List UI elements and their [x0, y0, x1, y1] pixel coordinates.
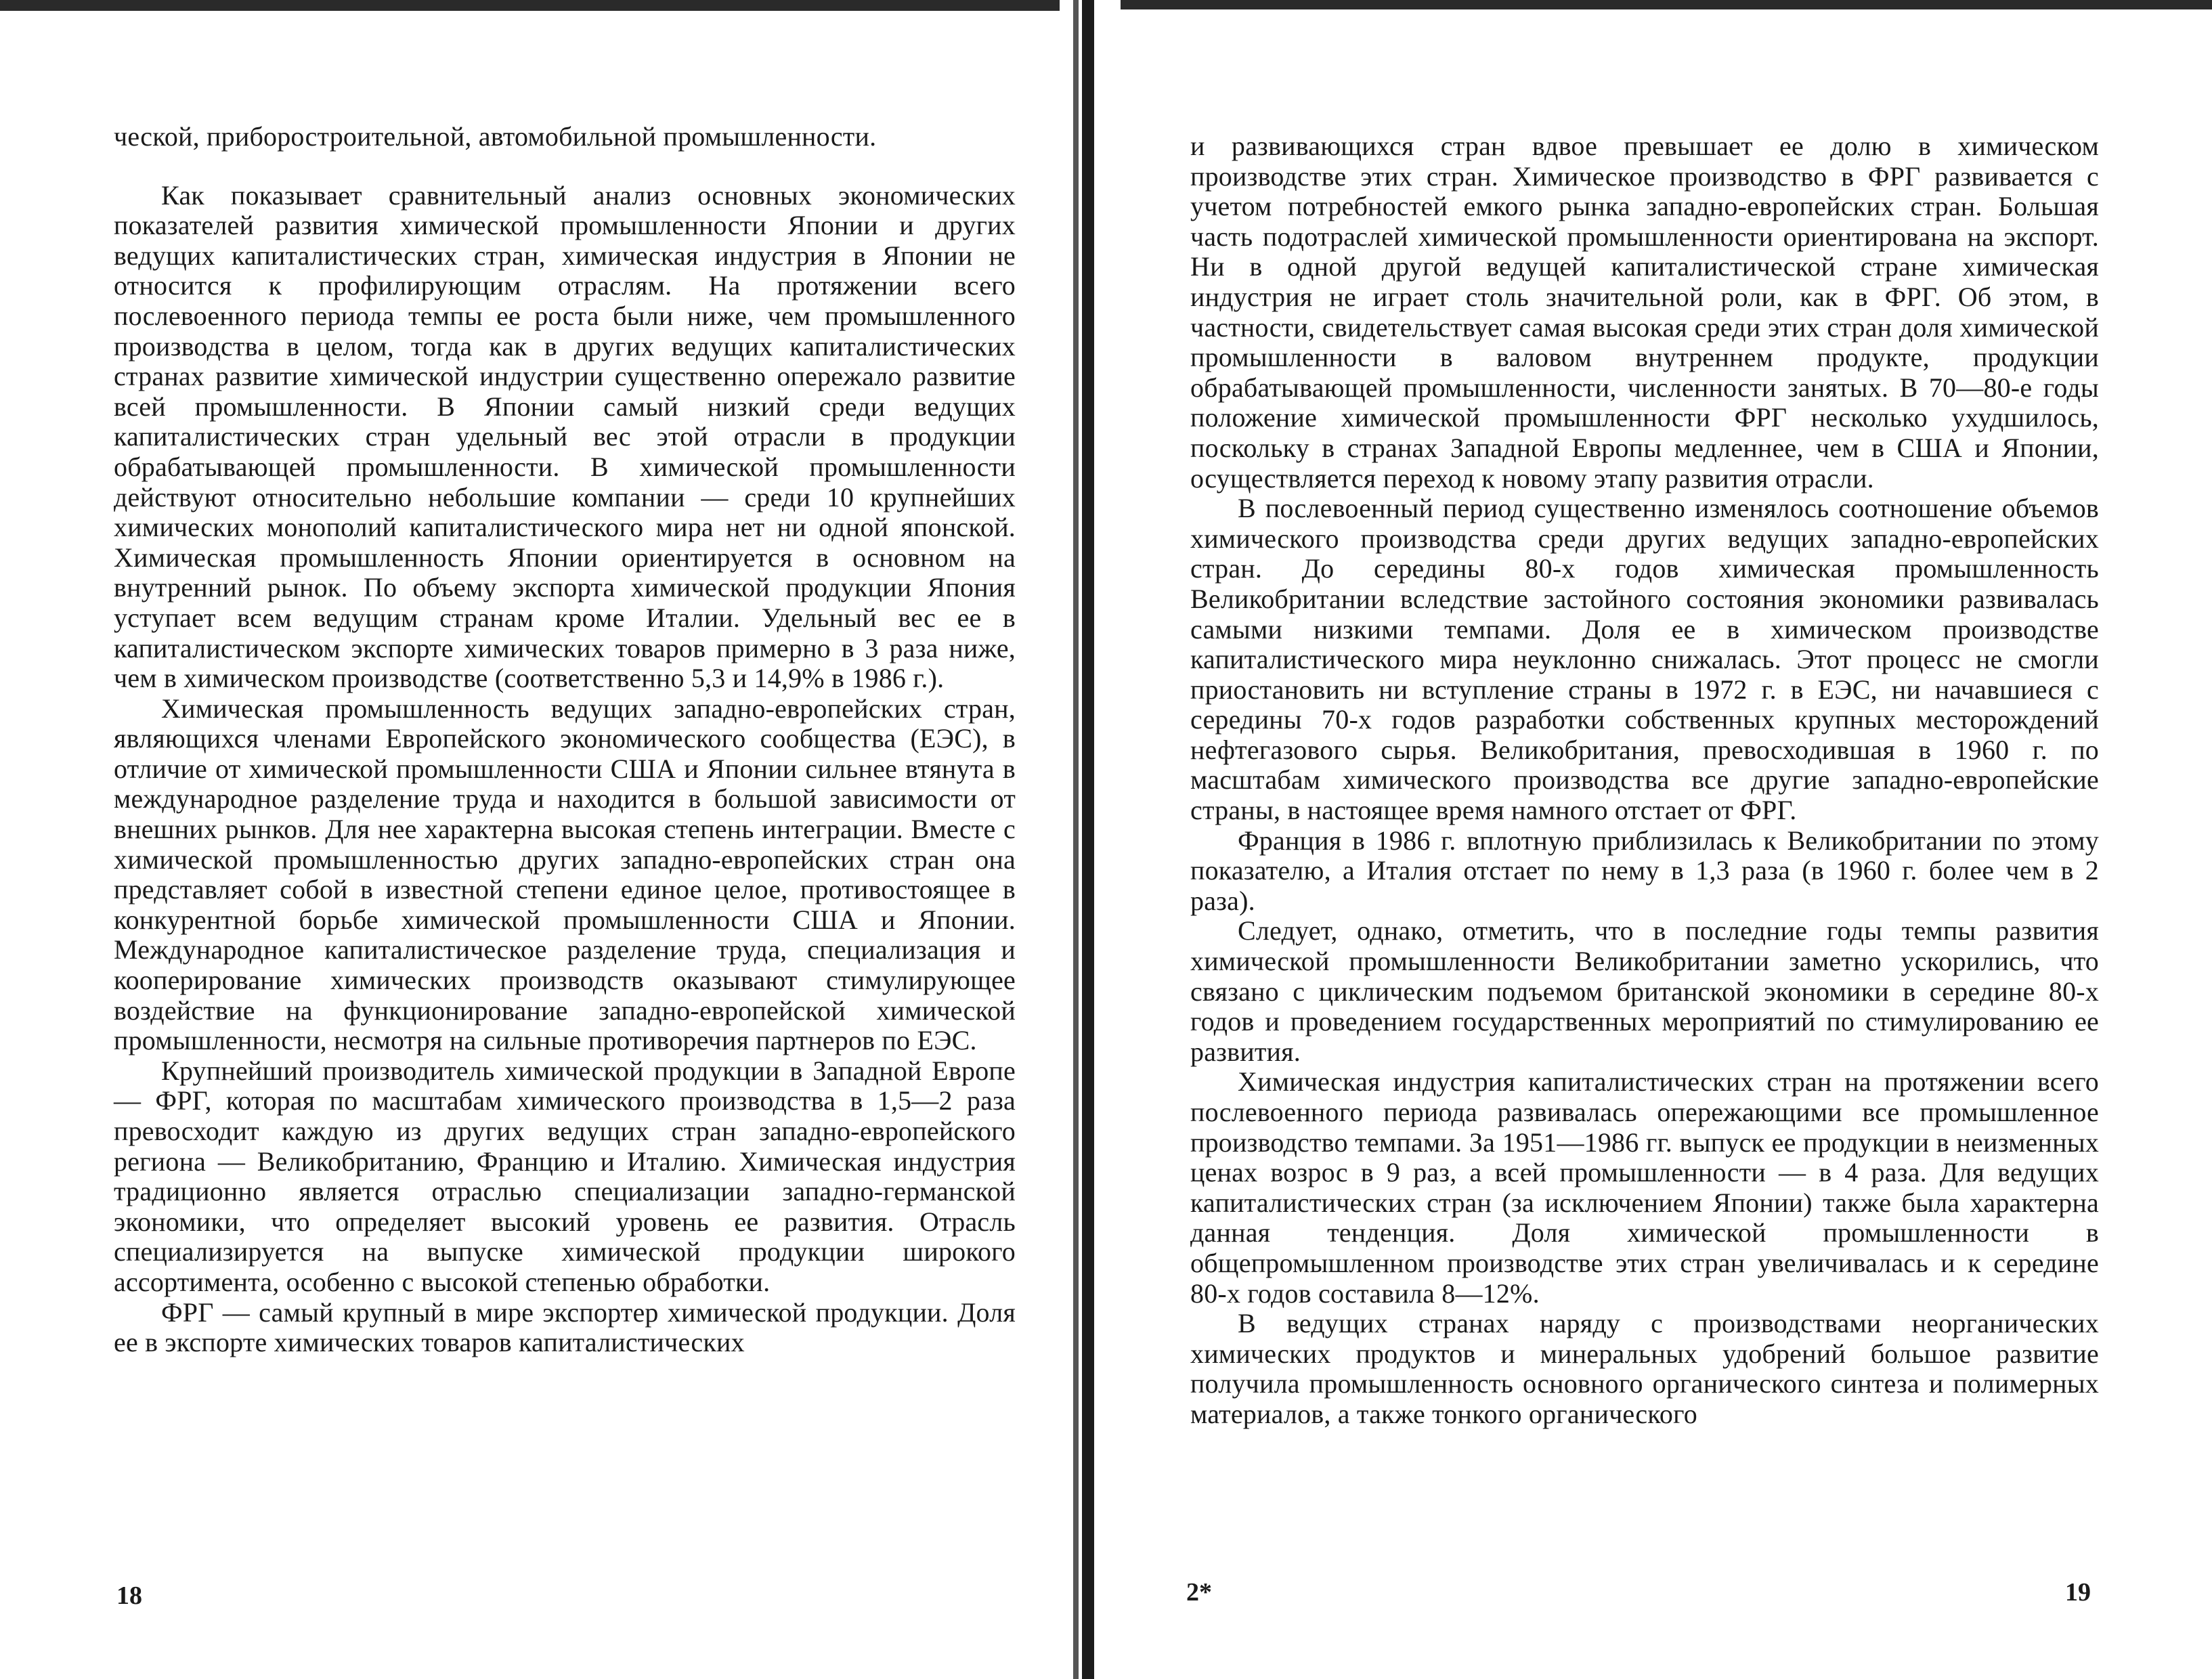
paragraph: Химическая промышленность ведущих западно-европейских стран, являющихся членами Европейского экономического сообщества (ЕЭС), в отличие от химической промышленности США и Японии сильнее втянута в международное разделение труда и находится в большой зависимости от внешних рынков. Для нее характерна высокая степень интеграции. Вместе с химической промышленностью других западно-европейских стран она представляет собой в известной степени единое целое, противостоящее в конкурентной борьбе химической промышленности США и Японии. Международное капиталистическое разделение труда, специализация и кооперирование химических производств оказывают стимулирующее воздействие на функционирование западно-европейской химической промышленности, несмотря на сильные противоречия партнеров по ЕЭС. [114, 693, 1016, 1056]
paragraph-continuation: ческой, приборостроительной, автомобильной промышленности. [114, 121, 877, 152]
paragraph: ФРГ — самый крупный в мире экспортер химической продукции. Доля ее в экспорте химических товаров капиталистических [114, 1296, 1016, 1358]
right-page [1190, 131, 2099, 1430]
paragraph: Следует, однако, отметить, что в последние годы темпы развития химической промышленности Великобритании заметно ускорились, что связано с циклическим подъемом британской экономики в середине 80-х годов и проведением государственных мероприятий по стимулированию ее развития. [1190, 915, 2099, 1067]
paragraph: Как показывает сравнительный анализ основных экономических показателей развития химической промышленности Японии и других ведущих капиталистических стран, химическая индустрия в Японии не относится к профилирующим отраслям. На протяжении всего послевоенного периода темпы ее роста были ниже, чем промышленного производства в целом, тогда как в других ведущих капиталистических странах развитие химической индустрии существенно опережало развитие всей промышленности. В Японии самый низкий среди ведущих капиталистических стран удельный вес этой отрасли в продукции обрабатывающей промышленности. В химической промышленности действуют относительно небольшие компании — среди 10 крупнейших химических монополий капиталистического мира нет ни одной японской. Химическая промышленность Японии ориентируется в основном на внутренний рынок. По объему экспорта химической продукции Япония уступает всем ведущим странам кроме Италии. Удельный вес ее в капиталистическом экспорте химических товаров примерно в 3 раза ниже, чем в химическом производстве (соответственно 5,3 и 14,9% в 1986 г.). [114, 179, 1016, 694]
paragraph: Крупнейший производитель химической продукции в Западной Европе — ФРГ, которая по масштабам химического производства в 1,5—2 раза превосходит каждую из других ведущих стран западно-европейского региона — Великобританию, Францию и Италию. Химическая индустрия традиционно является отраслью специализации западно-германской экономики, что определяет высокий уровень ее развития. Отрасль специализируется на выпуске химической продукции широкого ассортимента, особенно с высокой степенью обработки. [114, 1055, 1016, 1297]
paragraph-continuation: и развивающихся стран вдвое превышает ее долю в химическом производстве этих стран. Химическое производство в ФРГ развивается с учетом потребностей емкого рынка западно-европейских стран. Большая часть подотраслей химической промышленности ориентирована на экспорт. Ни в одной другой ведущей капиталистической стране химическая индустрия не играет столь значительной роли, как в ФРГ. Об этом, в частности, свидетельствует самая высокая среди этих стран доля химической промышленности в валовом внутреннем продукте, продукции обрабатывающей промышленности, численности занятых. В 70—80-е годы положение химической промышленности ФРГ несколько ухудшилось, поскольку в странах Западной Европы медленнее, чем в США и Японии, осуществляется переход к новому этапу развития отрасли. [1190, 131, 2099, 494]
paragraph: Химическая индустрия капиталистических стран на протяжении всего послевоенного периода развивалась опережающими все промышленное производство темпами. За 1951—1986 гг. выпуск ее продукции в неизменных ценах возрос в 9 раз, а всей промышленности — в 4 раза. Для ведущих капиталистических стран (за исключением Японии) также была характерна данная тенденция. Доля химической промышленности в общепромышленном производстве этих стран увеличивалась и к середине 80-х годов составила 8—12%. [1190, 1066, 2099, 1309]
page-number-left: 18 [116, 1582, 142, 1610]
paragraph: В ведущих странах наряду с производствами неорганических химических продуктов и минеральных удобрений большое развитие получила промышленность основного органического синтеза и полимерных материалов, а также тонкого органического [1190, 1308, 2099, 1429]
gutter-shadow [1073, 0, 1079, 1679]
signature-mark: 2* [1186, 1578, 1212, 1607]
scan-border-top-left [0, 0, 1097, 11]
paragraph-gap [114, 152, 1016, 181]
left-page [114, 122, 1016, 1358]
page-number-right: 19 [2065, 1578, 2091, 1607]
scan-border-top-right [1117, 0, 2212, 9]
gutter-binding [1082, 0, 1094, 1679]
paragraph: В послевоенный период существенно изменялось соотношение объемов химического производства среди других ведущих западно-европейских стран. До середины 80-х годов химическая промышленность Великобритании вследствие застойного состояния экономики развивалась самыми низкими темпами. Доля ее в химическом производстве капиталистического мира неуклонно снижалась. Этот процесс не смогли приостановить ни вступление страны в 1972 г. в ЕЭС, ни начавшиеся с середины 70-х годов разработки собственных крупных месторождений нефтегазового сырья. Великобритания, превосходившая в 1960 г. по масштабам химического производства все другие западно-европейские страны, в настоящее время намного отстает от ФРГ. [1190, 493, 2099, 826]
paragraph: Франция в 1986 г. вплотную приблизилась к Великобритании по этому показателю, а Италия отстает по нему в 1,3 раза (в 1960 г. более чем в 2 раза). [1190, 825, 2099, 916]
